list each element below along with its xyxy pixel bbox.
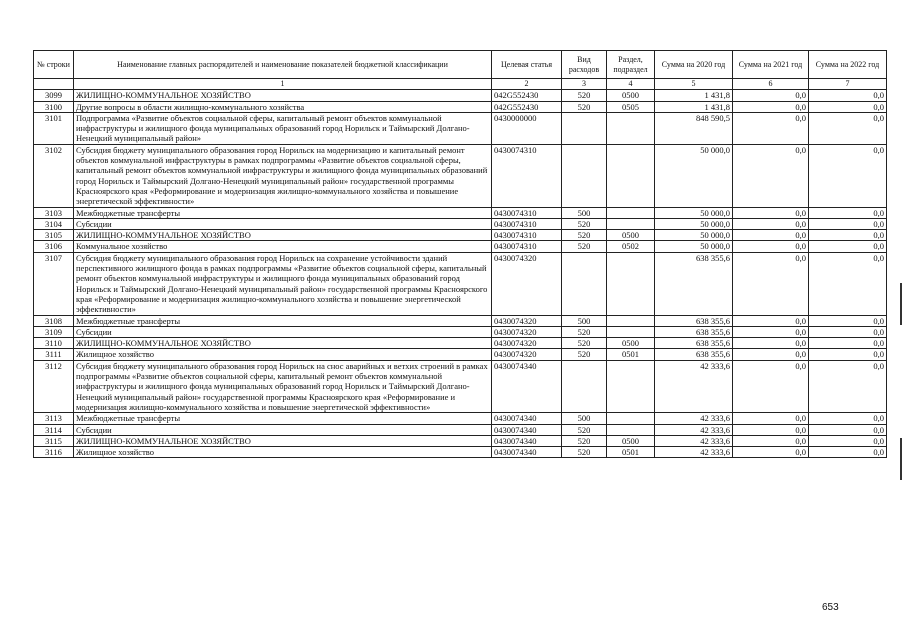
- row-number-cell: 3116: [34, 447, 74, 458]
- row-sum-2020-cell: 1 431,8: [655, 90, 733, 101]
- row-razdel-cell: 0500: [607, 435, 655, 446]
- row-razdel-cell: [607, 218, 655, 229]
- row-sum-2022-cell: 0,0: [809, 230, 887, 241]
- row-razdel-cell: 0500: [607, 90, 655, 101]
- table-row: [34, 252, 887, 315]
- row-sum-2022-cell: 0,0: [809, 413, 887, 424]
- row-target-cell: 0430074320: [492, 326, 562, 337]
- header-sum-2021: Сумма на 2021 год: [733, 51, 809, 79]
- row-razdel-cell: [607, 144, 655, 207]
- row-sum-2022-cell: 0,0: [809, 424, 887, 435]
- row-sum-2021-cell: 0,0: [733, 207, 809, 218]
- row-sum-2022-cell: 0,0: [809, 326, 887, 337]
- header-vid: Вид расходов: [562, 51, 607, 79]
- row-sum-2020-cell: 42 333,6: [655, 435, 733, 446]
- row-vid-cell: [562, 360, 607, 412]
- row-target-cell: 0430074340: [492, 447, 562, 458]
- row-target-cell: 0430074310: [492, 241, 562, 252]
- row-target-cell: 042G552430: [492, 90, 562, 101]
- header-row: [34, 51, 887, 79]
- row-sum-2020-cell: 42 333,6: [655, 413, 733, 424]
- table-row: [34, 315, 887, 326]
- table-row: [34, 144, 887, 207]
- row-vid-cell: 520: [562, 338, 607, 349]
- header-name: Наименование главных распорядителей и наименование показателей бюджетной классификации: [74, 51, 492, 79]
- table-row: [34, 424, 887, 435]
- row-name-cell: Субсидия бюджету муниципального образования город Норильск на модернизацию и капитальный ремонт объектов коммунальной инфраструктуры в рамках подпрограммы «Развитие объектов социальной сферы, капитальный ремонт объектов коммунальной инфраструктуры и жилищного фонда муниципальных образований город Норильск и Таймырский Долгано-Ненецкий муниципальный район» государственной программы Красноярского края «Реформирование и модернизация жилищно-коммунального хозяйства и повышение энергетической эффективности»: [74, 144, 492, 207]
- table-row: [34, 241, 887, 252]
- row-sum-2020-cell: 638 355,6: [655, 326, 733, 337]
- row-razdel-cell: 0505: [607, 101, 655, 112]
- row-razdel-cell: 0501: [607, 349, 655, 360]
- row-sum-2020-cell: 638 355,6: [655, 349, 733, 360]
- row-sum-2022-cell: 0,0: [809, 112, 887, 144]
- row-vid-cell: 520: [562, 326, 607, 337]
- row-sum-2020-cell: 848 590,5: [655, 112, 733, 144]
- row-target-cell: 0430074310: [492, 230, 562, 241]
- row-target-cell: 0430074310: [492, 218, 562, 229]
- row-vid-cell: 500: [562, 413, 607, 424]
- row-sum-2020-cell: 42 333,6: [655, 447, 733, 458]
- table-row: [34, 447, 887, 458]
- row-sum-2022-cell: 0,0: [809, 435, 887, 446]
- row-number-cell: 3110: [34, 338, 74, 349]
- column-number: 7: [809, 79, 887, 90]
- row-sum-2022-cell: 0,0: [809, 101, 887, 112]
- column-number: 1: [74, 79, 492, 90]
- column-number: 3: [562, 79, 607, 90]
- row-razdel-cell: [607, 424, 655, 435]
- row-sum-2022-cell: 0,0: [809, 90, 887, 101]
- row-target-cell: 042G552430: [492, 101, 562, 112]
- row-target-cell: 0430074320: [492, 349, 562, 360]
- row-sum-2022-cell: 0,0: [809, 315, 887, 326]
- column-number: [34, 79, 74, 90]
- row-razdel-cell: 0501: [607, 447, 655, 458]
- scan-edge-mark: [900, 438, 902, 480]
- row-razdel-cell: [607, 315, 655, 326]
- row-name-cell: ЖИЛИЩНО-КОММУНАЛЬНОЕ ХОЗЯЙСТВО: [74, 435, 492, 446]
- row-number-cell: 3111: [34, 349, 74, 360]
- row-number-cell: 3100: [34, 101, 74, 112]
- row-sum-2021-cell: 0,0: [733, 326, 809, 337]
- row-target-cell: 0430074310: [492, 207, 562, 218]
- table-row: [34, 207, 887, 218]
- row-target-cell: 0430074310: [492, 144, 562, 207]
- row-sum-2020-cell: 42 333,6: [655, 360, 733, 412]
- row-vid-cell: 500: [562, 315, 607, 326]
- row-number-cell: 3113: [34, 413, 74, 424]
- column-number: 4: [607, 79, 655, 90]
- row-sum-2022-cell: 0,0: [809, 207, 887, 218]
- budget-table: [33, 50, 887, 458]
- row-vid-cell: [562, 252, 607, 315]
- header-row-no: № строки: [34, 51, 74, 79]
- row-sum-2021-cell: 0,0: [733, 230, 809, 241]
- row-target-cell: 0430000000: [492, 112, 562, 144]
- row-name-cell: Коммунальное хозяйство: [74, 241, 492, 252]
- row-sum-2020-cell: 638 355,6: [655, 252, 733, 315]
- row-sum-2020-cell: 50 000,0: [655, 230, 733, 241]
- row-number-cell: 3112: [34, 360, 74, 412]
- row-sum-2020-cell: 50 000,0: [655, 218, 733, 229]
- row-vid-cell: 500: [562, 207, 607, 218]
- row-number-cell: 3106: [34, 241, 74, 252]
- row-target-cell: 0430074320: [492, 252, 562, 315]
- row-target-cell: 0430074340: [492, 435, 562, 446]
- row-sum-2021-cell: 0,0: [733, 349, 809, 360]
- row-sum-2021-cell: 0,0: [733, 360, 809, 412]
- table-row: [34, 101, 887, 112]
- budget-table-container: [33, 50, 887, 458]
- row-sum-2021-cell: 0,0: [733, 435, 809, 446]
- row-name-cell: Жилищное хозяйство: [74, 349, 492, 360]
- row-name-cell: ЖИЛИЩНО-КОММУНАЛЬНОЕ ХОЗЯЙСТВО: [74, 90, 492, 101]
- scan-edge-mark: [900, 283, 902, 325]
- row-number-cell: 3101: [34, 112, 74, 144]
- row-number-cell: 3105: [34, 230, 74, 241]
- row-sum-2021-cell: 0,0: [733, 218, 809, 229]
- page-number: 653: [822, 602, 839, 613]
- row-sum-2022-cell: 0,0: [809, 447, 887, 458]
- row-name-cell: Субсидии: [74, 218, 492, 229]
- table-row: [34, 326, 887, 337]
- row-number-cell: 3102: [34, 144, 74, 207]
- row-sum-2021-cell: 0,0: [733, 413, 809, 424]
- row-number-cell: 3107: [34, 252, 74, 315]
- row-razdel-cell: [607, 360, 655, 412]
- table-row: [34, 360, 887, 412]
- row-razdel-cell: 0500: [607, 230, 655, 241]
- row-sum-2021-cell: 0,0: [733, 252, 809, 315]
- header-sum-2020: Сумма на 2020 год: [655, 51, 733, 79]
- row-vid-cell: [562, 112, 607, 144]
- row-sum-2022-cell: 0,0: [809, 241, 887, 252]
- column-number-row: [34, 79, 887, 90]
- row-number-cell: 3099: [34, 90, 74, 101]
- row-name-cell: Субсидия бюджету муниципального образования город Норильск на сохранение устойчивости зданий перспективного жилищного фонда в рамках подпрограммы «Развитие объектов социальной сферы, капитальный ремонт объектов коммунальной инфраструктуры и жилищного фонда муниципальных образований город Норильск и Таймырский Долгано-Ненецкий муниципальный район» государственной программы Красноярского края «Реформирование и модернизация жилищно-коммунального хозяйства и повышение энергетической эффективности»: [74, 252, 492, 315]
- row-number-cell: 3108: [34, 315, 74, 326]
- table-row: [34, 230, 887, 241]
- row-vid-cell: 520: [562, 230, 607, 241]
- row-target-cell: 0430074340: [492, 360, 562, 412]
- row-razdel-cell: [607, 326, 655, 337]
- row-number-cell: 3115: [34, 435, 74, 446]
- row-vid-cell: 520: [562, 101, 607, 112]
- row-razdel-cell: [607, 252, 655, 315]
- table-row: [34, 112, 887, 144]
- header-sum-2022: Сумма на 2022 год: [809, 51, 887, 79]
- header-target: Целевая статья: [492, 51, 562, 79]
- row-vid-cell: [562, 144, 607, 207]
- table-body: [34, 90, 887, 458]
- row-name-cell: ЖИЛИЩНО-КОММУНАЛЬНОЕ ХОЗЯЙСТВО: [74, 230, 492, 241]
- row-name-cell: Жилищное хозяйство: [74, 447, 492, 458]
- row-vid-cell: 520: [562, 447, 607, 458]
- row-sum-2022-cell: 0,0: [809, 349, 887, 360]
- row-name-cell: Субсидии: [74, 424, 492, 435]
- row-vid-cell: 520: [562, 435, 607, 446]
- column-number: 2: [492, 79, 562, 90]
- row-number-cell: 3109: [34, 326, 74, 337]
- row-sum-2020-cell: 50 000,0: [655, 207, 733, 218]
- table-row: [34, 413, 887, 424]
- row-target-cell: 0430074340: [492, 413, 562, 424]
- row-name-cell: Подпрограмма «Развитие объектов социальной сферы, капитальный ремонт объектов коммунальной инфраструктуры и жилищного фонда муниципальных образований город Норильск и Таймырский Долгано-Ненецкий муниципальный район»: [74, 112, 492, 144]
- row-vid-cell: 520: [562, 218, 607, 229]
- row-vid-cell: 520: [562, 349, 607, 360]
- row-sum-2020-cell: 50 000,0: [655, 241, 733, 252]
- row-name-cell: Межбюджетные трансферты: [74, 315, 492, 326]
- row-number-cell: 3114: [34, 424, 74, 435]
- row-vid-cell: 520: [562, 241, 607, 252]
- row-sum-2021-cell: 0,0: [733, 315, 809, 326]
- row-name-cell: ЖИЛИЩНО-КОММУНАЛЬНОЕ ХОЗЯЙСТВО: [74, 338, 492, 349]
- row-name-cell: Межбюджетные трансферты: [74, 207, 492, 218]
- table-row: [34, 218, 887, 229]
- row-sum-2021-cell: 0,0: [733, 112, 809, 144]
- row-number-cell: 3103: [34, 207, 74, 218]
- row-target-cell: 0430074320: [492, 315, 562, 326]
- row-name-cell: Субсидия бюджету муниципального образования город Норильск на снос аварийных и ветхих строений в рамках подпрограммы «Развитие объектов социальной сферы, капитальный ремонт объектов коммунальной инфраструктуры и жилищного фонда муниципальных образований город Норильск и Таймырский Долгано-Ненецкий муниципальный район» государственной программы Красноярского края «Реформирование и модернизация жилищно-коммунального хозяйства и повышение энергетической эффективности»: [74, 360, 492, 412]
- row-razdel-cell: 0502: [607, 241, 655, 252]
- table-row: [34, 338, 887, 349]
- row-sum-2022-cell: 0,0: [809, 252, 887, 315]
- row-sum-2022-cell: 0,0: [809, 144, 887, 207]
- row-sum-2021-cell: 0,0: [733, 101, 809, 112]
- row-name-cell: Субсидии: [74, 326, 492, 337]
- row-name-cell: Другие вопросы в области жилищно-коммунального хозяйства: [74, 101, 492, 112]
- row-sum-2021-cell: 0,0: [733, 447, 809, 458]
- row-sum-2022-cell: 0,0: [809, 218, 887, 229]
- row-target-cell: 0430074320: [492, 338, 562, 349]
- row-number-cell: 3104: [34, 218, 74, 229]
- row-vid-cell: 520: [562, 90, 607, 101]
- row-razdel-cell: [607, 112, 655, 144]
- table-row: [34, 90, 887, 101]
- row-razdel-cell: 0500: [607, 338, 655, 349]
- row-razdel-cell: [607, 413, 655, 424]
- row-sum-2020-cell: 638 355,6: [655, 338, 733, 349]
- row-sum-2021-cell: 0,0: [733, 241, 809, 252]
- row-sum-2021-cell: 0,0: [733, 90, 809, 101]
- row-sum-2021-cell: 0,0: [733, 338, 809, 349]
- row-sum-2020-cell: 638 355,6: [655, 315, 733, 326]
- row-sum-2020-cell: 50 000,0: [655, 144, 733, 207]
- row-sum-2021-cell: 0,0: [733, 424, 809, 435]
- row-name-cell: Межбюджетные трансферты: [74, 413, 492, 424]
- table-row: [34, 349, 887, 360]
- row-sum-2021-cell: 0,0: [733, 144, 809, 207]
- row-vid-cell: 520: [562, 424, 607, 435]
- column-number: 6: [733, 79, 809, 90]
- row-sum-2022-cell: 0,0: [809, 360, 887, 412]
- row-sum-2020-cell: 42 333,6: [655, 424, 733, 435]
- row-sum-2022-cell: 0,0: [809, 338, 887, 349]
- header-razdel: Раздел, подраздел: [607, 51, 655, 79]
- row-razdel-cell: [607, 207, 655, 218]
- column-number: 5: [655, 79, 733, 90]
- row-sum-2020-cell: 1 431,8: [655, 101, 733, 112]
- row-target-cell: 0430074340: [492, 424, 562, 435]
- table-row: [34, 435, 887, 446]
